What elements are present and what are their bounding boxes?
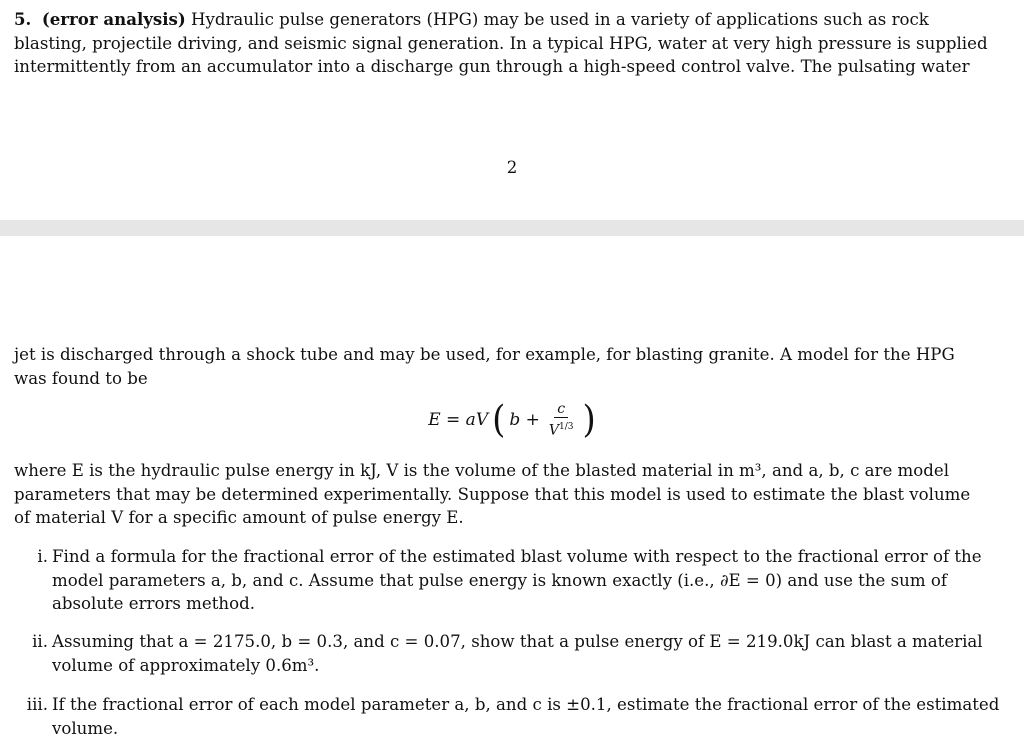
page-separator xyxy=(0,220,1024,236)
item-line: volume. xyxy=(52,718,119,738)
hpg-equation xyxy=(0,398,1024,443)
intro-line-3: intermittently from an accumulator into a discharge gun through a high-speed control valve. The pulsating water xyxy=(14,57,970,76)
equation-fraction xyxy=(546,401,577,440)
intro-line-1 xyxy=(14,8,1004,32)
continuation-text xyxy=(14,343,1004,390)
description-paragraph xyxy=(14,459,1004,530)
item-line: Find a formula for the fractional error of the estimated blast volume with respect to the fractional error of the xyxy=(52,547,982,566)
item-line: If the fractional error of each model parameter a, b, and c is ±0.1, estimate the fractional error of the estimated xyxy=(52,695,1000,714)
description-line-1: where E is the hydraulic pulse energy in kJ, V is the volume of the blasted material in m³, and a, b, c are model xyxy=(14,461,950,480)
fraction-numerator: c xyxy=(554,401,568,418)
denominator-base: V xyxy=(548,422,560,439)
item-line: volume of approximately 0.6m³. xyxy=(52,655,320,675)
item-line: absolute errors method. xyxy=(52,594,255,613)
problem-intro xyxy=(14,8,1004,79)
intro-line-2: blasting, projectile driving, and seismic signal generation. In a typical HPG, water at very high pressure is supplied xyxy=(14,33,988,53)
description-line-2: parameters that may be determined experimentally. Suppose that this model is used to estimate the blast volume xyxy=(14,484,971,504)
right-paren: ) xyxy=(582,398,596,443)
item-marker: iii. xyxy=(26,695,48,714)
problem-number: 5. xyxy=(14,9,32,29)
description-line-3: of material V for a specific amount of pulse energy E. xyxy=(14,508,464,527)
item-marker: ii. xyxy=(32,632,48,651)
page-bottom xyxy=(0,236,1024,740)
equation-lhs: E = aV xyxy=(428,410,489,431)
item-line: Assuming that a = 2175.0, b = 0.3, and c = 0.07, show that a pulse energy of E = 219.0kJ can blast a material xyxy=(52,632,983,651)
intro-line-1-rest: Hydraulic pulse generators (HPG) may be used in a variety of applications such as rock xyxy=(185,10,929,29)
left-paren: ( xyxy=(492,398,506,443)
item-body xyxy=(52,693,1004,740)
problem-tag: (error analysis) xyxy=(41,9,186,29)
continuation-line-1: jet is discharged through a shock tube and may be used, for example, for blasting granite. A model for the HPG xyxy=(14,345,955,364)
page-number: 2 xyxy=(506,158,518,177)
page-top xyxy=(0,0,1024,220)
item-body xyxy=(52,630,1004,677)
item-body xyxy=(52,545,1004,616)
fraction-denominator xyxy=(546,418,577,440)
continuation-line-2: was found to be xyxy=(14,368,148,388)
equation-b-term: b + xyxy=(509,410,540,431)
item-marker: i. xyxy=(37,547,48,566)
item-line: model parameters a, b, and c. Assume that pulse energy is known exactly (i.e., ∂E = 0) and use the sum of xyxy=(52,570,947,590)
denominator-exponent: 1/3 xyxy=(559,422,574,432)
